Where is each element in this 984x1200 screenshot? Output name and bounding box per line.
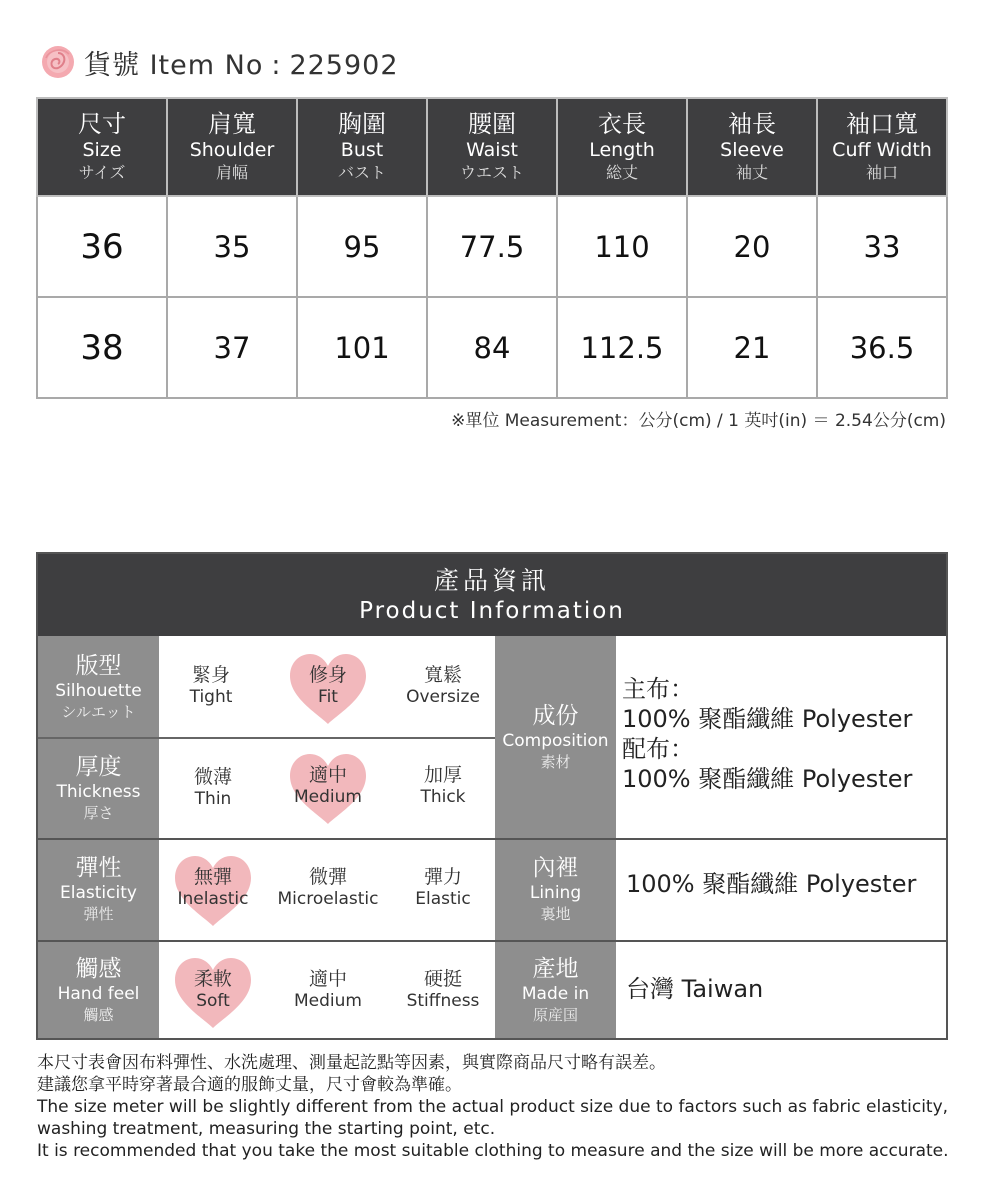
option-en: Fit [318, 687, 338, 707]
lining-value: 100% 聚酯纖維 Polyester [626, 870, 917, 898]
label-en: Elasticity [60, 883, 137, 903]
measurement-note: ※單位 Measurement：公分(cm) / 1 英吋(in) ＝ 2.54公分(cm) [451, 411, 946, 431]
option-zh: 修身 [308, 664, 347, 686]
col-en: Cuff Width [832, 139, 932, 161]
col-zh: 衣長 [598, 110, 646, 138]
label-zh: 版型 [75, 652, 122, 679]
attribute-label-lining [495, 838, 616, 940]
column-header-waist [427, 98, 557, 196]
option-zh: 加厚 [423, 764, 462, 786]
disclaimer-line: 本尺寸表會因布料彈性、水洗處理、測量起訖點等因素，與實際商品尺寸略有誤差。 [37, 1053, 666, 1073]
col-en: Waist [466, 139, 518, 161]
divider [38, 940, 946, 942]
label-en: Made in [521, 984, 590, 1004]
option-zh: 適中 [308, 764, 347, 786]
label-en: Hand feel [57, 984, 140, 1004]
label-jp: 厚さ [83, 803, 114, 822]
disclaimer-line: It is recommended that you take the most suitable clothing to measure and the size will be more accurate. [37, 1141, 949, 1161]
col-jp: ウエスト [459, 163, 524, 182]
table-cell: 21 [687, 297, 817, 398]
column-header-sleeve [687, 98, 817, 196]
label-en: Composition [502, 731, 609, 751]
col-en: Sleeve [720, 139, 784, 161]
col-zh: 胸圍 [338, 110, 386, 138]
table-cell: 95 [297, 196, 427, 297]
option-medium [268, 968, 388, 1012]
option-en: Elastic [415, 889, 471, 909]
label-zh: 內裡 [532, 855, 579, 881]
col-jp: 袖丈 [735, 163, 768, 182]
table-cell: 35 [167, 196, 297, 297]
option-en: Thin [194, 789, 232, 809]
label-jp: 原産国 [532, 1006, 578, 1024]
option-zh: 硬挺 [423, 968, 462, 990]
option-en: Microelastic [277, 889, 379, 909]
column-header-shoulder [167, 98, 297, 196]
table-cell: 112.5 [557, 297, 687, 398]
option-zh: 微薄 [193, 766, 232, 788]
item-label-text: 貨號 Item No [84, 49, 264, 81]
label-zh: 成份 [532, 703, 579, 729]
disclaimer-line: washing treatment, measuring the starting point, etc. [37, 1119, 496, 1139]
divider [38, 838, 946, 840]
size-table-header-row [37, 98, 947, 196]
col-en: Size [82, 139, 122, 161]
main-fabric-label: 主布： [622, 675, 694, 703]
attribute-label-silhouette [38, 636, 159, 737]
item-number-label [84, 43, 399, 82]
disclaimer [37, 1052, 957, 1162]
option-medium-selected [268, 764, 388, 808]
rose-icon [40, 44, 76, 80]
option-soft-selected [153, 968, 273, 1012]
col-jp: 袖口 [865, 163, 898, 182]
label-zh: 產地 [532, 956, 579, 982]
option-zh: 彈力 [423, 866, 462, 888]
product-info-title [38, 554, 946, 636]
secondary-fabric-label: 配布： [622, 735, 694, 763]
col-en: Length [589, 139, 655, 161]
option-elastic [383, 866, 503, 910]
col-en: Shoulder [189, 139, 275, 161]
option-fit-selected [268, 664, 388, 708]
table-cell: 37 [167, 297, 297, 398]
option-en: Oversize [406, 687, 480, 707]
table-cell: 101 [297, 297, 427, 398]
label-zh: 厚度 [75, 753, 122, 780]
product-info-panel [36, 552, 948, 1040]
label-zh: 彈性 [75, 855, 122, 881]
attribute-label-origin [495, 942, 616, 1038]
col-jp: バスト [337, 163, 386, 182]
table-row [37, 297, 947, 398]
option-zh: 無彈 [193, 866, 232, 888]
option-inelastic-selected [153, 866, 273, 910]
option-thick [383, 764, 503, 808]
option-zh: 適中 [308, 968, 347, 990]
option-en: Medium [294, 787, 362, 807]
option-zh: 微彈 [308, 866, 347, 888]
item-label-separator: : [271, 49, 282, 81]
col-en: Bust [340, 139, 384, 161]
label-en: Thickness [56, 781, 141, 802]
disclaimer-line: The size meter will be slightly different from the actual product size due to factors such as fabric elasticity, [37, 1097, 949, 1117]
table-cell: 33 [817, 196, 947, 297]
option-en: Soft [196, 991, 230, 1011]
table-cell: 110 [557, 196, 687, 297]
col-jp: サイズ [78, 163, 126, 182]
column-header-size [37, 98, 167, 196]
option-en: Tight [189, 687, 233, 707]
option-thin [153, 766, 273, 810]
label-jp: 素材 [540, 753, 571, 771]
divider [38, 737, 495, 739]
table-cell: 36 [37, 196, 167, 297]
col-jp: 総丈 [605, 163, 638, 182]
label-zh: 觸感 [75, 956, 122, 982]
option-en: Medium [294, 991, 362, 1011]
option-zh: 寬鬆 [423, 664, 462, 686]
col-zh: 腰圍 [468, 110, 516, 138]
column-header-cuff-width [817, 98, 947, 196]
item-header [40, 42, 399, 82]
table-cell: 20 [687, 196, 817, 297]
col-zh: 肩寬 [208, 110, 256, 138]
table-row [37, 196, 947, 297]
col-zh: 袖口寬 [846, 110, 918, 138]
disclaimer-line: 建議您拿平時穿著最合適的服飾丈量，尺寸會較為準確。 [37, 1075, 462, 1095]
secondary-fabric-value: 100% 聚酯纖維 Polyester [622, 765, 913, 793]
option-en: Stiffness [406, 991, 480, 1011]
attribute-label-elasticity [38, 838, 159, 940]
label-en: Silhouette [55, 680, 142, 701]
main-fabric-value: 100% 聚酯纖維 Polyester [622, 705, 913, 733]
size-table [36, 97, 948, 399]
table-cell: 36.5 [817, 297, 947, 398]
option-zh: 緊身 [191, 664, 230, 686]
col-zh: 袖長 [728, 110, 776, 138]
item-number-value: 225902 [289, 49, 399, 81]
table-cell: 84 [427, 297, 557, 398]
product-info-title-en: Product Information [359, 598, 625, 624]
composition-values [622, 674, 912, 794]
label-jp: 弾性 [83, 905, 114, 923]
attribute-label-hand-feel [38, 942, 159, 1038]
origin-value: 台灣 Taiwan [626, 975, 764, 1003]
table-cell: 38 [37, 297, 167, 398]
label-jp: 裏地 [540, 905, 571, 923]
option-zh: 柔軟 [193, 968, 232, 990]
option-en: Inelastic [177, 889, 249, 909]
option-stiffness [383, 968, 503, 1012]
option-en: Thick [420, 787, 466, 807]
col-zh: 尺寸 [78, 110, 126, 138]
column-header-bust [297, 98, 427, 196]
table-cell: 77.5 [427, 196, 557, 297]
option-oversize [383, 664, 503, 708]
col-jp: 肩幅 [215, 163, 248, 182]
column-header-length [557, 98, 687, 196]
product-info-title-zh: 產品資訊 [433, 566, 550, 595]
label-jp: シルエット [61, 702, 136, 721]
option-tight [151, 664, 271, 708]
attribute-label-composition [495, 636, 616, 838]
label-en: Lining [529, 883, 582, 903]
attribute-label-thickness [38, 737, 159, 838]
option-microelastic [268, 866, 388, 910]
label-jp: 觸感 [83, 1006, 114, 1024]
